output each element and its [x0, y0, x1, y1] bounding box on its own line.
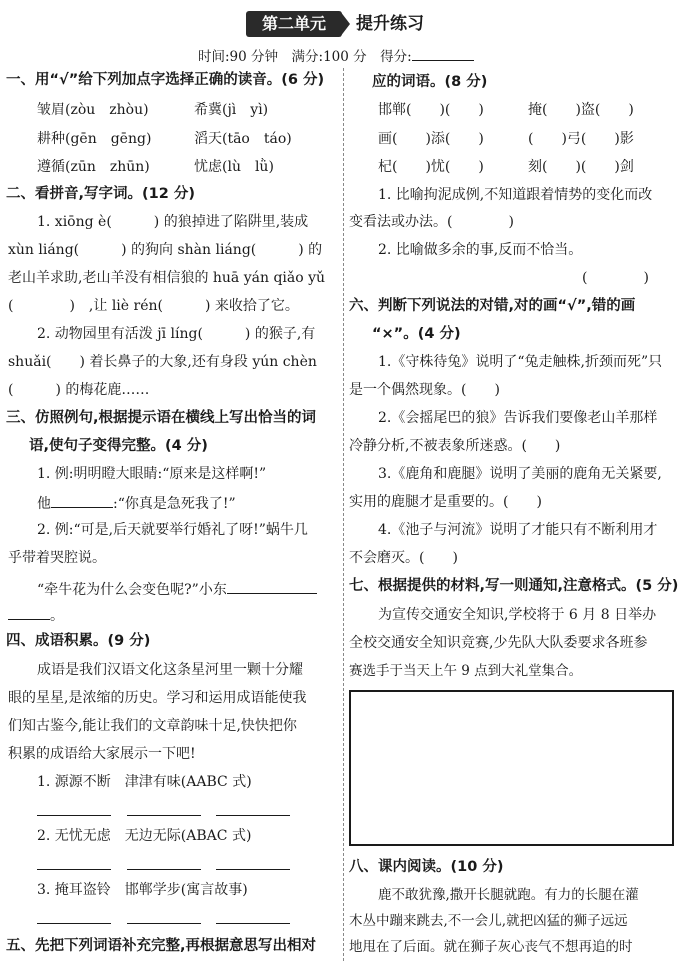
page-title: 提升练习 [356, 14, 424, 34]
judge-item: 2.《会摇尾巴的狼》告诉我们要像老山羊那样 [378, 410, 658, 426]
answer-blank[interactable] [51, 492, 113, 508]
example-line: 2. 例:“可是,后天就要举行婚礼了呀!”蜗牛几 [37, 522, 308, 538]
badge-arrow-icon [340, 11, 350, 37]
fill-idiom[interactable]: ( )弓( )影 [528, 131, 634, 147]
section-6-title-cont: “×”。(4 分) [372, 326, 461, 342]
fill-idiom[interactable]: 掩( )盗( ) [528, 102, 634, 118]
judge-item[interactable]: 冷静分析,不被表象所迷惑。( ) [349, 438, 561, 454]
judge-item[interactable]: 是一个偶然现象。( ) [349, 382, 500, 398]
notice-writing-box[interactable] [349, 690, 674, 846]
answer-blank[interactable] [8, 604, 50, 620]
pinyin-item[interactable]: 忧虑(lù lǜ) [194, 159, 274, 175]
paragraph-line: 成语是我们汉语文化这条星河里一颗十分耀 [37, 662, 303, 678]
score-blank[interactable] [412, 45, 474, 61]
text-line: 2. 动物园里有活泼 jī líng( ) 的猴子,有 [37, 326, 316, 342]
section-5-title: 五、先把下列词语补充完整,再根据意思写出相对 [6, 938, 317, 954]
answer-line[interactable] [216, 869, 290, 870]
text-line: 变看法或办法。( ) [349, 214, 514, 230]
section-4-title: 四、成语积累。(9 分) [6, 633, 151, 649]
text-line: ( ) ,让 liè rén( ) 来收拾了它。 [8, 298, 299, 314]
idiom-question: 1. 源源不断 津津有味(AABC 式) [37, 774, 252, 790]
answer-line[interactable] [216, 815, 290, 816]
fill-idiom[interactable]: 邯郸( )( ) [378, 102, 484, 118]
paragraph-line: 们知古鉴今,能让我们的文章韵味十足,快快把你 [8, 718, 297, 734]
idiom-question: 2. 无忧无虑 无边无际(ABAC 式) [37, 828, 252, 844]
section-7-title: 七、根据提供的材料,写一则通知,注意格式。(5 分) [349, 578, 679, 594]
answer-line[interactable] [127, 869, 201, 870]
text-line: 2. 比喻做多余的事,反而不恰当。 [378, 242, 583, 258]
exam-meta: 时间:90 分钟 满分:100 分 得分: [198, 45, 474, 67]
answer-line[interactable] [37, 923, 111, 924]
answer-blank[interactable] [227, 578, 317, 594]
text-line: “牵牛花为什么会变色呢?”小东 [37, 578, 317, 600]
unit-badge: 第二单元 [246, 11, 342, 37]
reading-line: 鹿不敢犹豫,撒开长腿就跑。有力的长腿在灌 [378, 887, 639, 903]
answer-line[interactable] [37, 815, 111, 816]
section-1-title: 一、用“√”给下列加点字选择正确的读音。(6 分) [6, 72, 325, 88]
paragraph-line: 赛选手于当天上午 9 点到大礼堂集合。 [349, 663, 583, 679]
answer-line[interactable] [37, 869, 111, 870]
paragraph-line: 为宣传交通安全知识,学校将于 6 月 8 日举办 [378, 607, 657, 623]
pinyin-item[interactable]: 遵循(zūn zhūn) [37, 159, 150, 175]
judge-item: 1.《守株待兔》说明了“兔走触株,折颈而死”只 [378, 354, 663, 370]
paragraph-line: 全校交通安全知识竞赛,少先队大队委要求各班参 [349, 635, 648, 651]
text-line: 他 :“你真是急死我了!” [37, 492, 236, 514]
judge-item: 4.《池子与河流》说明了才能只有不断利用才 [378, 522, 658, 538]
column-divider [343, 68, 344, 961]
pinyin-item[interactable]: 滔天(tāo táo) [194, 131, 292, 147]
section-3-title: 三、仿照例句,根据提示语在横线上写出恰当的词 [6, 410, 317, 426]
text-line: 1. 比喻拘泥成例,不知道跟着情势的变化而改 [378, 187, 653, 203]
reading-line: 木丛中蹦来跳去,不一会儿,就把凶猛的狮子远远 [349, 913, 628, 929]
pinyin-item[interactable]: 耕种(gēn gēng) [37, 131, 152, 147]
section-6-title: 六、判断下列说法的对错,对的画“√”,错的画 [349, 298, 636, 314]
judge-item[interactable]: 不会磨灭。( ) [349, 550, 458, 566]
paragraph-line: 积累的成语给大家展示一下吧! [8, 746, 196, 762]
section-8-title: 八、课内阅读。(10 分) [349, 859, 504, 875]
section-2-title: 二、看拼音,写字词。(12 分) [6, 186, 195, 202]
section-3-title-cont: 语,使句子变得完整。(4 分) [29, 438, 208, 454]
reading-line: 地甩在了后面。就在狮子灰心丧气不想再追的时 [349, 939, 633, 955]
fill-idiom[interactable]: 杞( )忧( ) [378, 159, 484, 175]
idiom-question: 3. 掩耳盗铃 邯郸学步(寓言故事) [37, 882, 248, 898]
paragraph-line: 眼的星星,是浓缩的历史。学习和运用成语能使我 [8, 690, 307, 706]
answer-paren[interactable]: ( ) [582, 270, 649, 286]
text-line: 。 [8, 604, 64, 626]
answer-line[interactable] [127, 815, 201, 816]
fill-idiom[interactable]: 画( )添( ) [378, 131, 484, 147]
judge-item: 3.《鹿角和鹿腿》说明了美丽的鹿角无关紧要, [378, 466, 662, 482]
pinyin-item[interactable]: 皱眉(zòu zhòu) [37, 102, 149, 118]
example-line: 1. 例:明明瞪大眼睛:“原来是这样啊!” [37, 466, 267, 482]
answer-line[interactable] [216, 923, 290, 924]
section-5-title-cont: 应的词语。(8 分) [372, 74, 488, 90]
text-line: 1. xiōng è( ) 的狼掉进了陷阱里,装成 [37, 214, 309, 230]
pinyin-item[interactable]: 希冀(jì yì) [194, 102, 269, 118]
text-line: 老山羊求助,老山羊没有相信狼的 huā yán qiǎo yǔ [8, 270, 326, 286]
text-line: shuǎi( ) 着长鼻子的大象,还有身段 yún chèn [8, 354, 317, 370]
text-line: xùn liáng( ) 的狗向 shàn liáng( ) 的 [8, 242, 323, 258]
answer-line[interactable] [127, 923, 201, 924]
judge-item[interactable]: 实用的鹿腿才是重要的。( ) [349, 494, 542, 510]
text-line: 乎带着哭腔说。 [8, 550, 106, 566]
text-line: ( ) 的梅花鹿…… [8, 382, 150, 398]
fill-idiom[interactable]: 刻( )( )剑 [528, 159, 634, 175]
